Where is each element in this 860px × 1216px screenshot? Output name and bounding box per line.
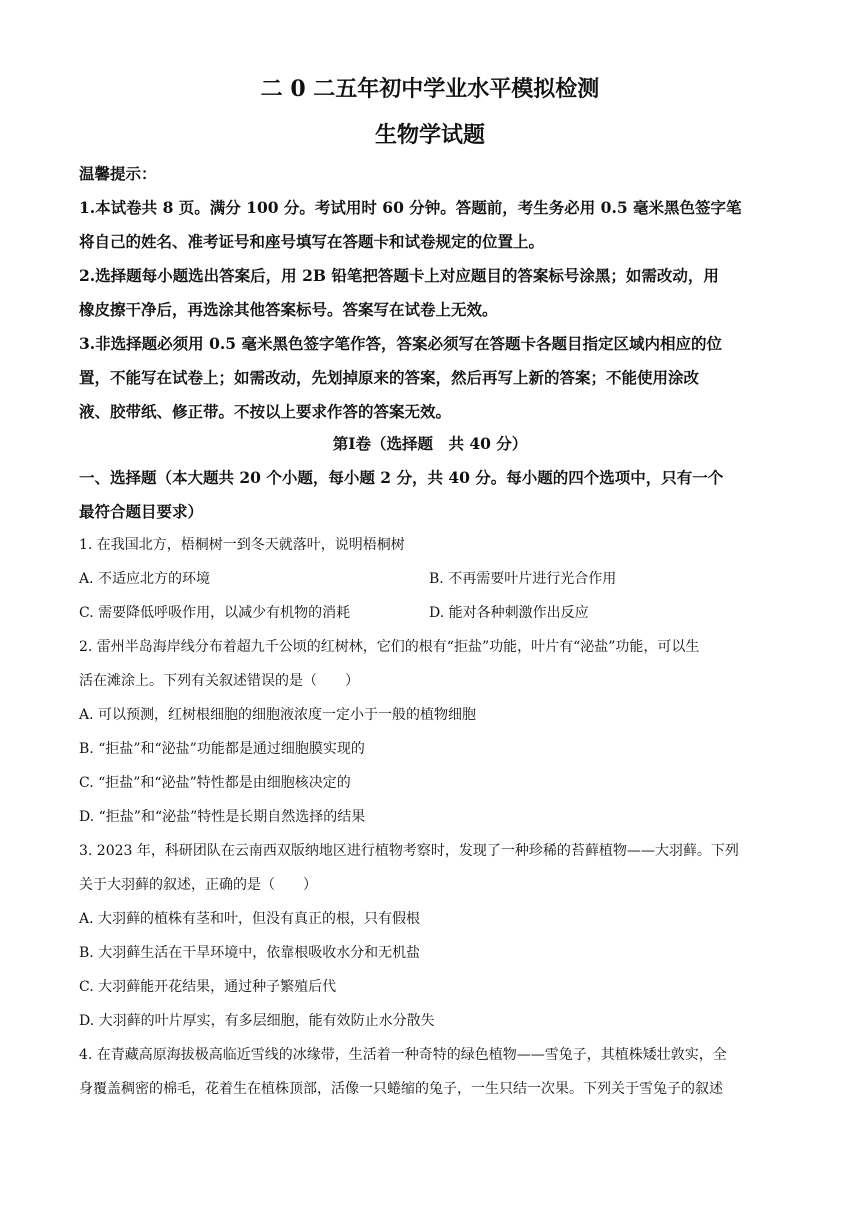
notice-item-2-line-1: 2.选择题每小题选出答案后，用 2B 铅笔把答题卡上对应题目的答案标号涂黑；如需改动，用 xyxy=(79,266,719,285)
part-title-line-2: 最符合题目要求） xyxy=(79,502,204,521)
notice-item-3-line-2: 置，不能写在试卷上；如需改动，先划掉原来的答案，然后再写上新的答案；不能使用涂改 xyxy=(79,368,700,387)
question-1-option-b: B. 不再需要叶片进行光合作用 xyxy=(429,571,617,587)
question-4-stem-line-1: 4. 在青藏高原海拔极高临近雪线的冰缘带，生活着一种奇特的绿色植物——雪兔子，其植株矮壮敦实，全 xyxy=(79,1047,727,1063)
notice-label: 温馨提示： xyxy=(79,164,157,183)
question-2-option-b: B. “拒盐”和“泌盐”功能都是通过细胞膜实现的 xyxy=(79,741,365,757)
question-3-stem-line-1: 3. 2023 年，科研团队在云南西双版纳地区进行植物考察时，发现了一种珍稀的苔藓植物——大羽藓。下列 xyxy=(79,843,739,859)
section-heading: 第Ⅰ卷（选择题 共 40 分） xyxy=(332,434,528,453)
question-3-option-a: A. 大羽藓的植株有茎和叶，但没有真正的根，只有假根 xyxy=(79,911,421,927)
question-2-stem-line-1: 2. 雷州半岛海岸线分布着超九千公顷的红树林，它们的根有“拒盐”功能，叶片有“泌盐”功能，可以生 xyxy=(79,639,700,655)
question-4-stem-line-2: 身覆盖稠密的棉毛，花着生在植株顶部，活像一只蜷缩的兔子，一生只结一次果。下列关于雪兔子的叙述 xyxy=(79,1081,723,1097)
exam-title: 二 0 二五年初中学业水平模拟检测 xyxy=(260,76,600,102)
notice-item-1-line-1: 1.本试卷共 8 页。满分 100 分。考试用时 60 分钟。答题前，考生务必用 0.5 毫米黑色签字笔 xyxy=(79,198,742,217)
part-title-line-1: 一、选择题（本大题共 20 个小题，每小题 2 分，共 40 分。每小题的四个选项中，只有一个 xyxy=(79,468,724,487)
exam-subtitle: 生物学试题 xyxy=(374,122,485,148)
question-3-option-d: D. 大羽藓的叶片厚实，有多层细胞，能有效防止水分散失 xyxy=(79,1013,435,1029)
question-2-option-a: A. 可以预测，红树根细胞的细胞液浓度一定小于一般的植物细胞 xyxy=(79,707,477,723)
question-2-option-c: C. “拒盐”和“泌盐”特性都是由细胞核决定的 xyxy=(79,775,351,791)
question-2-option-d: D. “拒盐”和“泌盐”特性是长期自然选择的结果 xyxy=(79,809,366,825)
question-2-stem-line-2: 活在滩涂上。下列有关叙述错误的是（ ） xyxy=(79,673,359,689)
question-3-option-c: C. 大羽藓能开花结果，通过种子繁殖后代 xyxy=(79,979,337,995)
question-1-option-c: C. 需要降低呼吸作用，以减少有机物的消耗 xyxy=(79,605,351,621)
question-3-option-b: B. 大羽藓生活在干旱环境中，依靠根吸收水分和无机盐 xyxy=(79,945,421,961)
question-1-option-a: A. 不适应北方的环境 xyxy=(79,571,211,587)
question-1-stem: 1. 在我国北方，梧桐树一到冬天就落叶，说明梧桐树 xyxy=(79,537,405,553)
question-1-option-d: D. 能对各种刺激作出反应 xyxy=(429,605,589,621)
notice-item-1-line-2: 将自己的姓名、准考证号和座号填写在答题卡和试卷规定的位置上。 xyxy=(79,232,545,251)
notice-item-3-line-3: 液、胶带纸、修正带。不按以上要求作答的答案无效。 xyxy=(79,402,452,421)
question-3-stem-line-2: 关于大羽藓的叙述，正确的是（ ） xyxy=(79,877,317,893)
notice-item-3-line-1: 3.非选择题必须用 0.5 毫米黑色签字笔作答，答案必须写在答题卡各题目指定区域内相应的位 xyxy=(79,334,722,353)
notice-item-2-line-2: 橡皮擦干净后，再选涂其他答案标号。答案写在试卷上无效。 xyxy=(79,300,498,319)
